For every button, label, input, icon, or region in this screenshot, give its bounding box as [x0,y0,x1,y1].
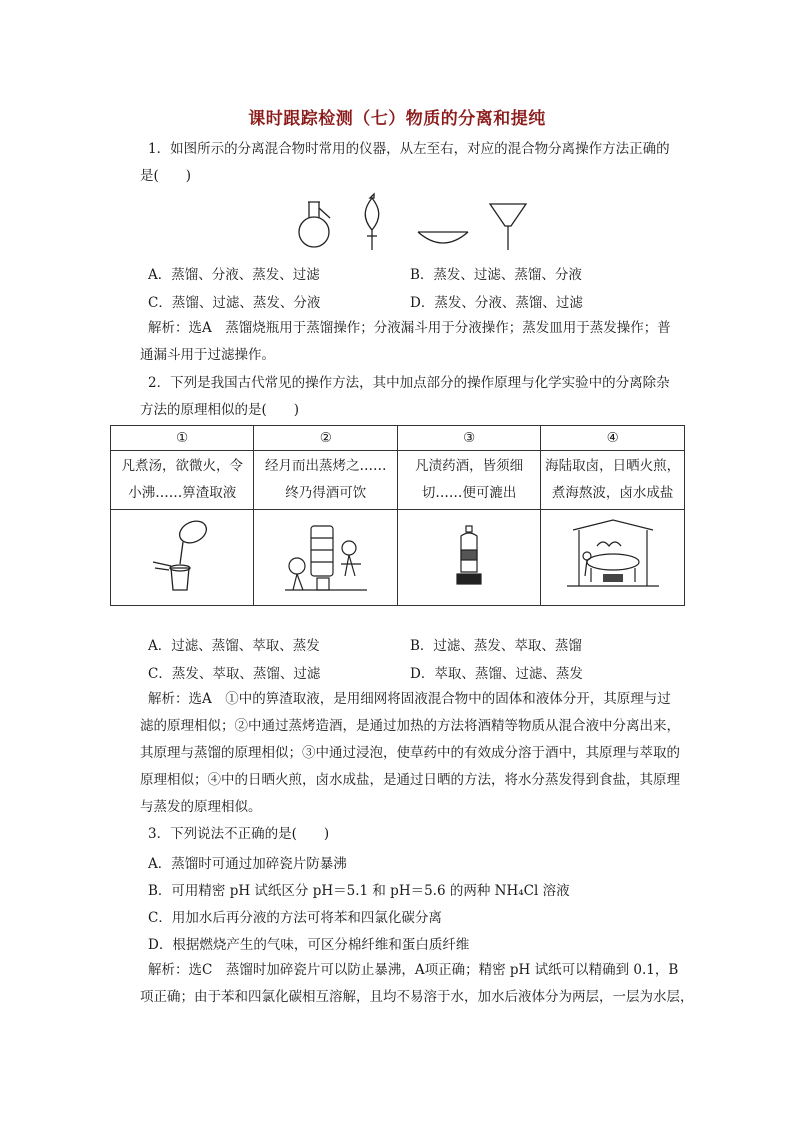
q3-analysis-line2: 项正确；由于苯和四氯化碳相互溶解，且均不易溶于水，加水后液体分为两层，一层为水层， [140,989,694,1005]
table-header-4: ④ [541,426,685,451]
straining-soup-illustration [147,516,217,596]
q3-option-a: A．蒸馏时可通过加碎瓷片防暴沸 [148,856,347,872]
q3-option-d: D．根据燃烧产生的气味，可区分棉纤维和蛋白质纤维 [148,937,470,953]
separatory-funnel-icon [365,194,379,250]
q3-analysis-line1: 解析：选C 蒸馏时加碎瓷片可以防止暴沸，A项正确；精密 pH 试纸可以精确到 0.1，B [148,962,679,978]
salt-boiling-illustration [563,516,663,596]
q2-analysis-line1: 解析：选A ①中的箅渣取液，是用细网将固液混合物中的固体和液体分开，其原理与过 [148,691,671,707]
q1-analysis-line2: 通漏斗用于过滤操作。 [140,347,275,363]
q2-analysis-line5: 与蒸发的原理相似。 [140,799,262,815]
lab-apparatus-figures [290,190,530,260]
distillation-flask-icon [299,202,330,247]
q2-option-c: C．蒸发、萃取、蒸馏、过滤 [148,666,321,682]
table-header-2: ② [254,426,398,451]
illustration-cell-1 [111,510,254,606]
q1-option-c: C．蒸馏、过滤、蒸发、分液 [148,295,321,311]
cell-2-line2: 终乃得酒可饮 [285,485,367,501]
table-cell-4 [541,451,685,510]
medicinal-wine-jar-illustration [449,516,489,596]
illustration-cell-3 [398,510,541,606]
q2-analysis-line3: 其原理与蒸馏的原理相似；③中通过浸泡，使草药中的有效成分溶于酒中，其原理与萃取的 [140,745,680,761]
q1-stem-line2: 是( ) [140,168,192,184]
q1-option-b: B．蒸发、过滤、蒸馏、分液 [410,267,582,283]
q2-analysis-line2: 滤的原理相似；②中通过蒸烤造酒，是通过加热的方法将酒精等物质从混合液中分离出来， [140,718,680,734]
q2-option-d: D．萃取、蒸馏、过滤、蒸发 [410,666,583,682]
funnel-icon [490,204,526,250]
cell-2-line1: 经月而出蒸烤之…… [265,458,387,474]
illustration-cell-2 [254,510,398,606]
cell-3-line1: 凡渍药酒，皆须细 [415,458,524,474]
q3-stem: 3．下列说法不正确的是( ) [148,826,330,842]
q2-stem-line1: 2．下列是我国古代常见的操作方法，其中加点部分的操作原理与化学实验中的分离除杂 [148,375,670,391]
q1-option-a: A．蒸馏、分液、蒸发、过滤 [148,267,320,283]
q1-analysis-line1: 解析：选A 蒸馏烧瓶用于蒸馏操作；分液漏斗用于分液操作；蒸发皿用于蒸发操作；普 [148,320,671,336]
q2-methods-table [110,425,685,606]
evaporating-dish-icon [418,232,468,243]
q2-option-b: B．过滤、蒸发、萃取、蒸馏 [410,638,582,654]
table-cell-1 [111,451,254,510]
q3-option-c: C．用加水后再分液的方法可将苯和四氯化碳分离 [148,910,442,926]
q2-option-a: A．过滤、蒸馏、萃取、蒸发 [148,638,320,654]
q1-stem-line1: 1．如图所示的分离混合物时常用的仪器，从左至右，对应的混合物分离操作方法正确的 [148,141,670,157]
table-header-1: ① [111,426,254,451]
table-header-3: ③ [398,426,541,451]
q1-option-d: D．蒸发、分液、蒸馏、过滤 [410,295,583,311]
cell-3-line2: 切……便可漉出 [421,485,517,501]
illustration-cell-4 [541,510,685,606]
cell-1-line1: 凡煮汤，欲微火，令 [121,458,243,474]
q3-option-b: B．可用精密 pH 试纸区分 pH＝5.1 和 pH＝5.6 的两种 NH₄Cl 溶液 [148,883,570,899]
q2-analysis-line4: 原理相似；④中的日晒火煎，卤水成盐，是通过日晒的方法，将水分蒸发得到食盐，其原理 [140,772,680,788]
cell-1-line2: 小沸……箅渣取液 [128,485,237,501]
distilling-wine-illustration [281,516,371,596]
table-cell-3 [398,451,541,510]
table-cell-2 [254,451,398,510]
page-title: 课时跟踪检测（七）物质的分离和提纯 [248,109,546,129]
cell-4-line2: 煮海熬波，卤水成盐 [551,485,674,501]
cell-4-line1: 海陆取卤，日晒火煎， [545,458,681,474]
q2-stem-line2: 方法的原理相似的是( ) [140,402,300,418]
